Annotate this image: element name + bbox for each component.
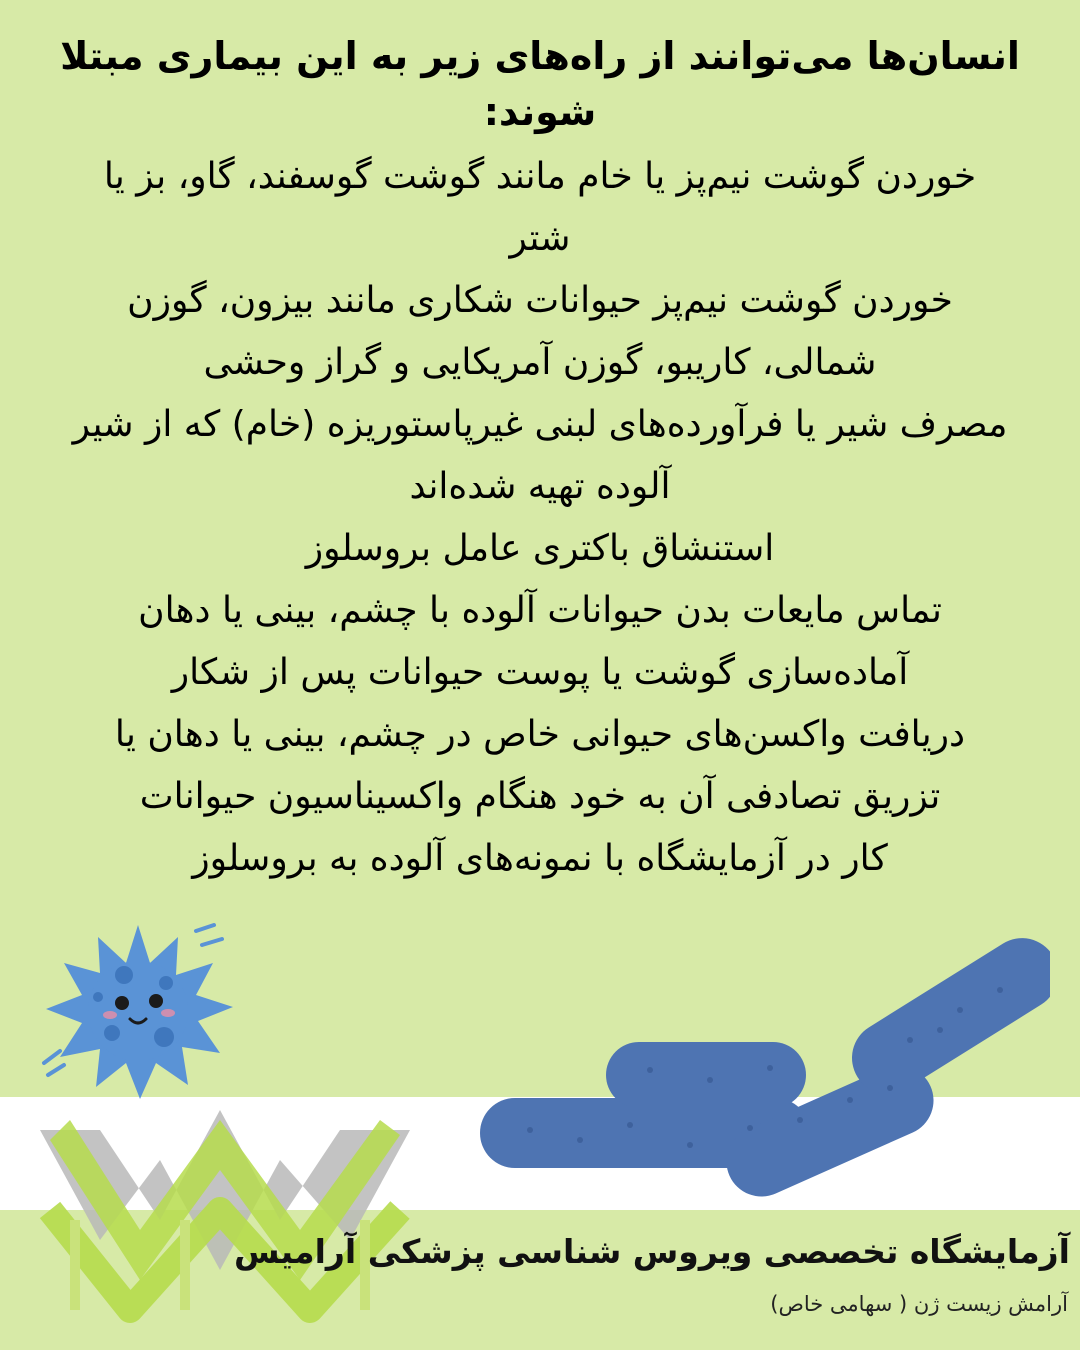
lab-name: آزمایشگاه تخصصی ویروس شناسی پزشکی آرامیس bbox=[234, 1232, 1070, 1271]
list-line: استنشاق باکتری عامل بروسلوز bbox=[305, 528, 775, 569]
list-line: تزریق تصادفی آن به خود هنگام واکسیناسیون حیوانات bbox=[139, 776, 941, 817]
list-line: کار در آزمایشگاه با نمونه‌های آلوده به بروسلوز bbox=[192, 838, 888, 879]
list-line: آلوده تهیه شده‌اند bbox=[409, 466, 671, 507]
list-line: خوردن گوشت نیم‌پز حیوانات شکاری مانند بیزون، گوزن bbox=[127, 280, 953, 321]
list-line: آماده‌سازی گوشت یا پوست حیوانات پس از شکار bbox=[171, 652, 909, 693]
text-block bbox=[10, 28, 1070, 890]
list-line: تماس مایعات بدن حیوانات آلوده با چشم، بینی یا دهان bbox=[138, 590, 942, 631]
list-line: خوردن گوشت نیم‌پز یا خام مانند گوشت گوسفند، گاو، بز یا bbox=[103, 156, 977, 197]
cartoon-germ-icon bbox=[38, 915, 238, 1105]
rod-bacteria-icon bbox=[470, 920, 1050, 1200]
aramis-logo bbox=[30, 1100, 420, 1330]
list-line: شتر bbox=[509, 218, 571, 259]
list-line: دریافت واکسن‌های حیوانی خاص در چشم، بینی یا دهان یا bbox=[114, 714, 966, 755]
company-name: آرامش زیست ژن ( سهامی خاص) bbox=[770, 1292, 1068, 1316]
list-line: مصرف شیر یا فرآورده‌های لبنی غیرپاستوریزه (خام) که از شیر bbox=[72, 404, 1008, 445]
headline: انسان‌ها می‌توانند از راه‌های زیر به این بیماری مبتلا شوند: bbox=[60, 34, 1020, 134]
transmission-list bbox=[10, 146, 1070, 890]
list-line: شمالی، کاریبو، گوزن آمریکایی و گراز وحشی bbox=[203, 342, 877, 383]
